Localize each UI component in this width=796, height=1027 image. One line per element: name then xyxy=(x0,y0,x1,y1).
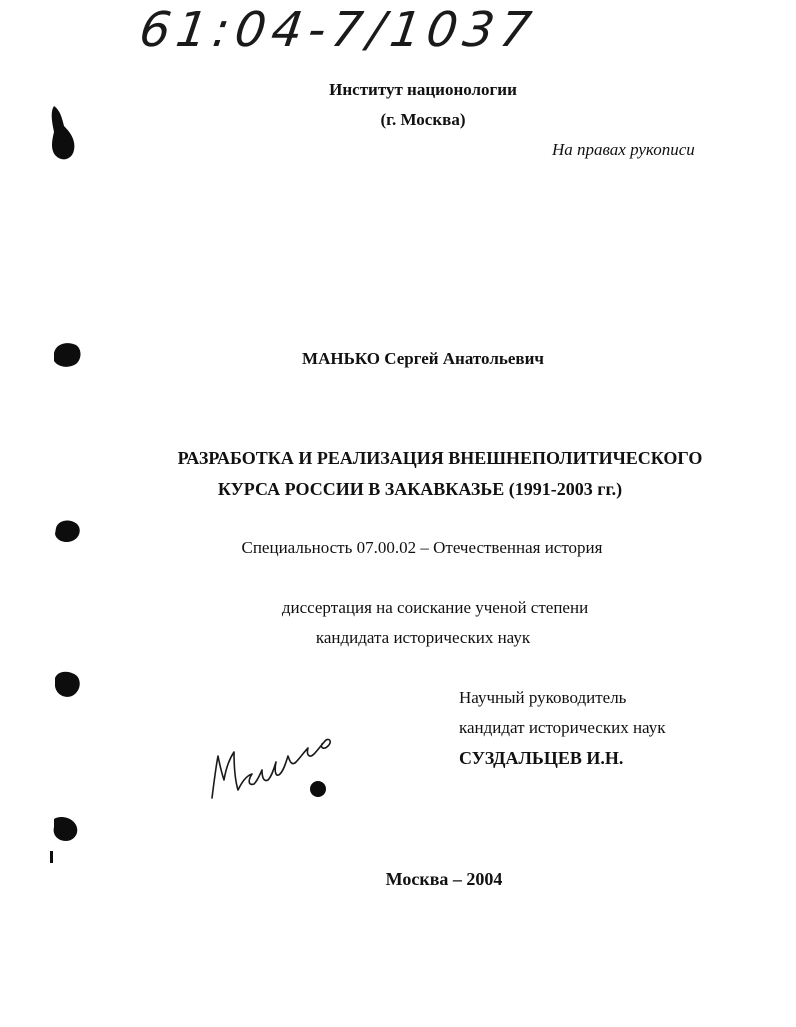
place-year: Москва – 2004 xyxy=(385,869,503,889)
dissertation-line-1: диссертация на соискание ученой степени xyxy=(281,598,589,617)
binding-blot-1-icon xyxy=(46,104,80,164)
title-line-1: РАЗРАБОТКА И РЕАЛИЗАЦИЯ ВНЕШНЕПОЛИТИЧЕСКОГО xyxy=(177,448,703,468)
supervisor-name: СУЗДАЛЬЦЕВ И.Н. xyxy=(459,748,624,768)
dissertation-line-2: кандидата исторических наук xyxy=(315,628,531,647)
binding-blot-3-icon xyxy=(50,516,84,546)
author-name: МАНЬКО Сергей Анатольевич xyxy=(302,349,544,368)
institute-name: Институт национологии xyxy=(329,80,517,99)
supervisor-degree: кандидат исторических наук xyxy=(459,718,666,737)
institute-city: (г. Москва) xyxy=(380,110,466,129)
specialty: Специальность 07.00.02 – Отечественная история xyxy=(241,538,603,557)
archive-code: 61:04-7/1037 xyxy=(136,2,541,58)
title-line-2: КУРСА РОССИИ В ЗАКАВКАЗЬЕ (1991-2003 гг.) xyxy=(217,479,623,499)
ink-blot-icon xyxy=(307,778,329,800)
binding-blot-5-icon xyxy=(44,813,84,865)
binding-blot-4-icon xyxy=(50,668,84,700)
supervisor-label: Научный руководитель xyxy=(459,688,627,707)
binding-blot-2-icon xyxy=(50,339,84,369)
rights-note: На правах рукописи xyxy=(552,140,695,159)
